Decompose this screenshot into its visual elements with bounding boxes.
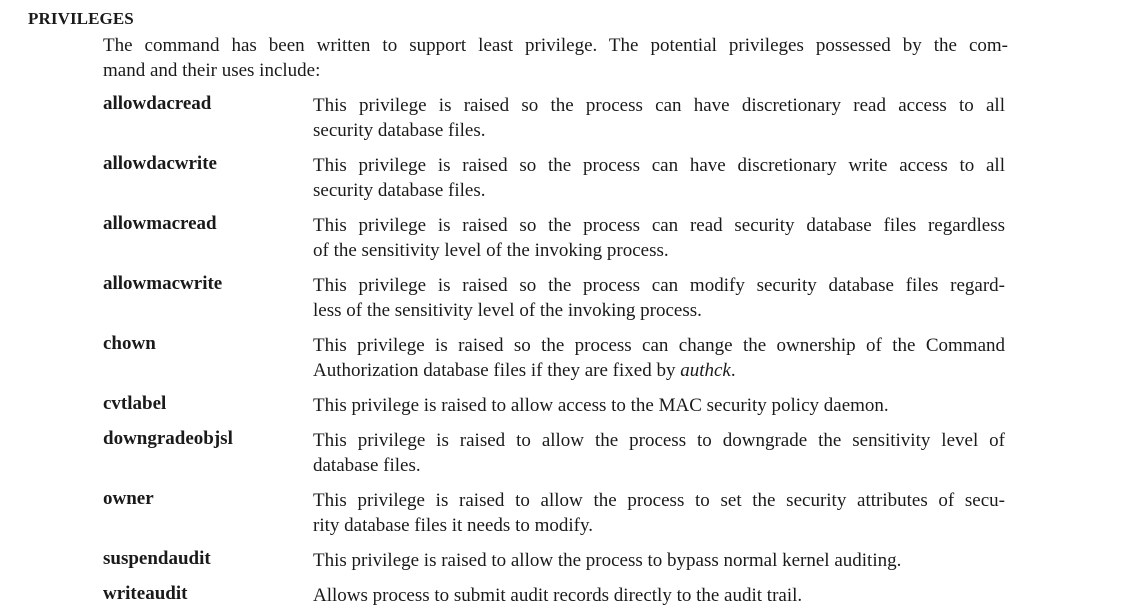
privilege-description — [313, 153, 1005, 203]
description-line: This privilege is raised to allow the process to bypass normal kernel auditing. — [313, 550, 902, 571]
privilege-description — [313, 393, 1005, 418]
privilege-name: writeaudit — [103, 583, 188, 604]
privilege-description — [313, 428, 1005, 478]
section-heading: PRIVILEGES — [28, 9, 134, 28]
privilege-name: allowmacread — [103, 213, 217, 234]
privilege-description — [313, 333, 1005, 383]
description-line: rity database files it needs to modify. — [313, 515, 593, 536]
command-reference-authck: authck — [680, 360, 731, 381]
description-line: This privilege is raised so the process can have discretionary read access to all — [313, 95, 1005, 116]
intro-line: The command has been written to support least privilege. The potential privileges possessed by the com- — [103, 35, 1008, 56]
privilege-description — [313, 213, 1005, 263]
privilege-description — [313, 548, 1005, 573]
privilege-name: suspendaudit — [103, 548, 211, 569]
privilege-name: allowdacread — [103, 93, 212, 114]
description-line: This privilege is raised so the process can change the ownership of the Command — [313, 335, 1005, 356]
description-line: This privilege is raised to allow the process to set the security attributes of secu- — [313, 490, 1005, 511]
privilege-description — [313, 583, 1005, 608]
description-line — [313, 358, 1005, 383]
description-line: This privilege is raised to allow access to the MAC security policy daemon. — [313, 395, 889, 416]
description-line: This privilege is raised so the process can modify security database files regard- — [313, 275, 1005, 296]
privilege-name: downgradeobjsl — [103, 428, 233, 449]
privilege-name: cvtlabel — [103, 393, 167, 414]
privilege-name: chown — [103, 333, 156, 354]
privilege-name: allowmacwrite — [103, 273, 223, 294]
privilege-name: owner — [103, 488, 154, 509]
privilege-name: allowdacwrite — [103, 153, 217, 174]
description-line: Allows process to submit audit records directly to the audit trail. — [313, 585, 803, 606]
intro-paragraph — [103, 33, 1008, 83]
description-line: security database files. — [313, 120, 486, 141]
description-line: database files. — [313, 455, 421, 476]
privilege-description — [313, 488, 1005, 538]
description-line: of the sensitivity level of the invoking process. — [313, 240, 669, 261]
privilege-description — [313, 93, 1005, 143]
privilege-description — [313, 273, 1005, 323]
description-text: Authorization database files if they are fixed by — [313, 360, 681, 381]
description-line: This privilege is raised to allow the process to downgrade the sensitivity level of — [313, 430, 1005, 451]
description-line: This privilege is raised so the process can have discretionary write access to all — [313, 155, 1005, 176]
description-line: security database files. — [313, 180, 486, 201]
intro-line: mand and their uses include: — [103, 60, 321, 81]
description-line: This privilege is raised so the process can read security database files regardless — [313, 215, 1005, 236]
description-punctuation: . — [730, 360, 736, 381]
description-line: less of the sensitivity level of the invoking process. — [313, 300, 702, 321]
